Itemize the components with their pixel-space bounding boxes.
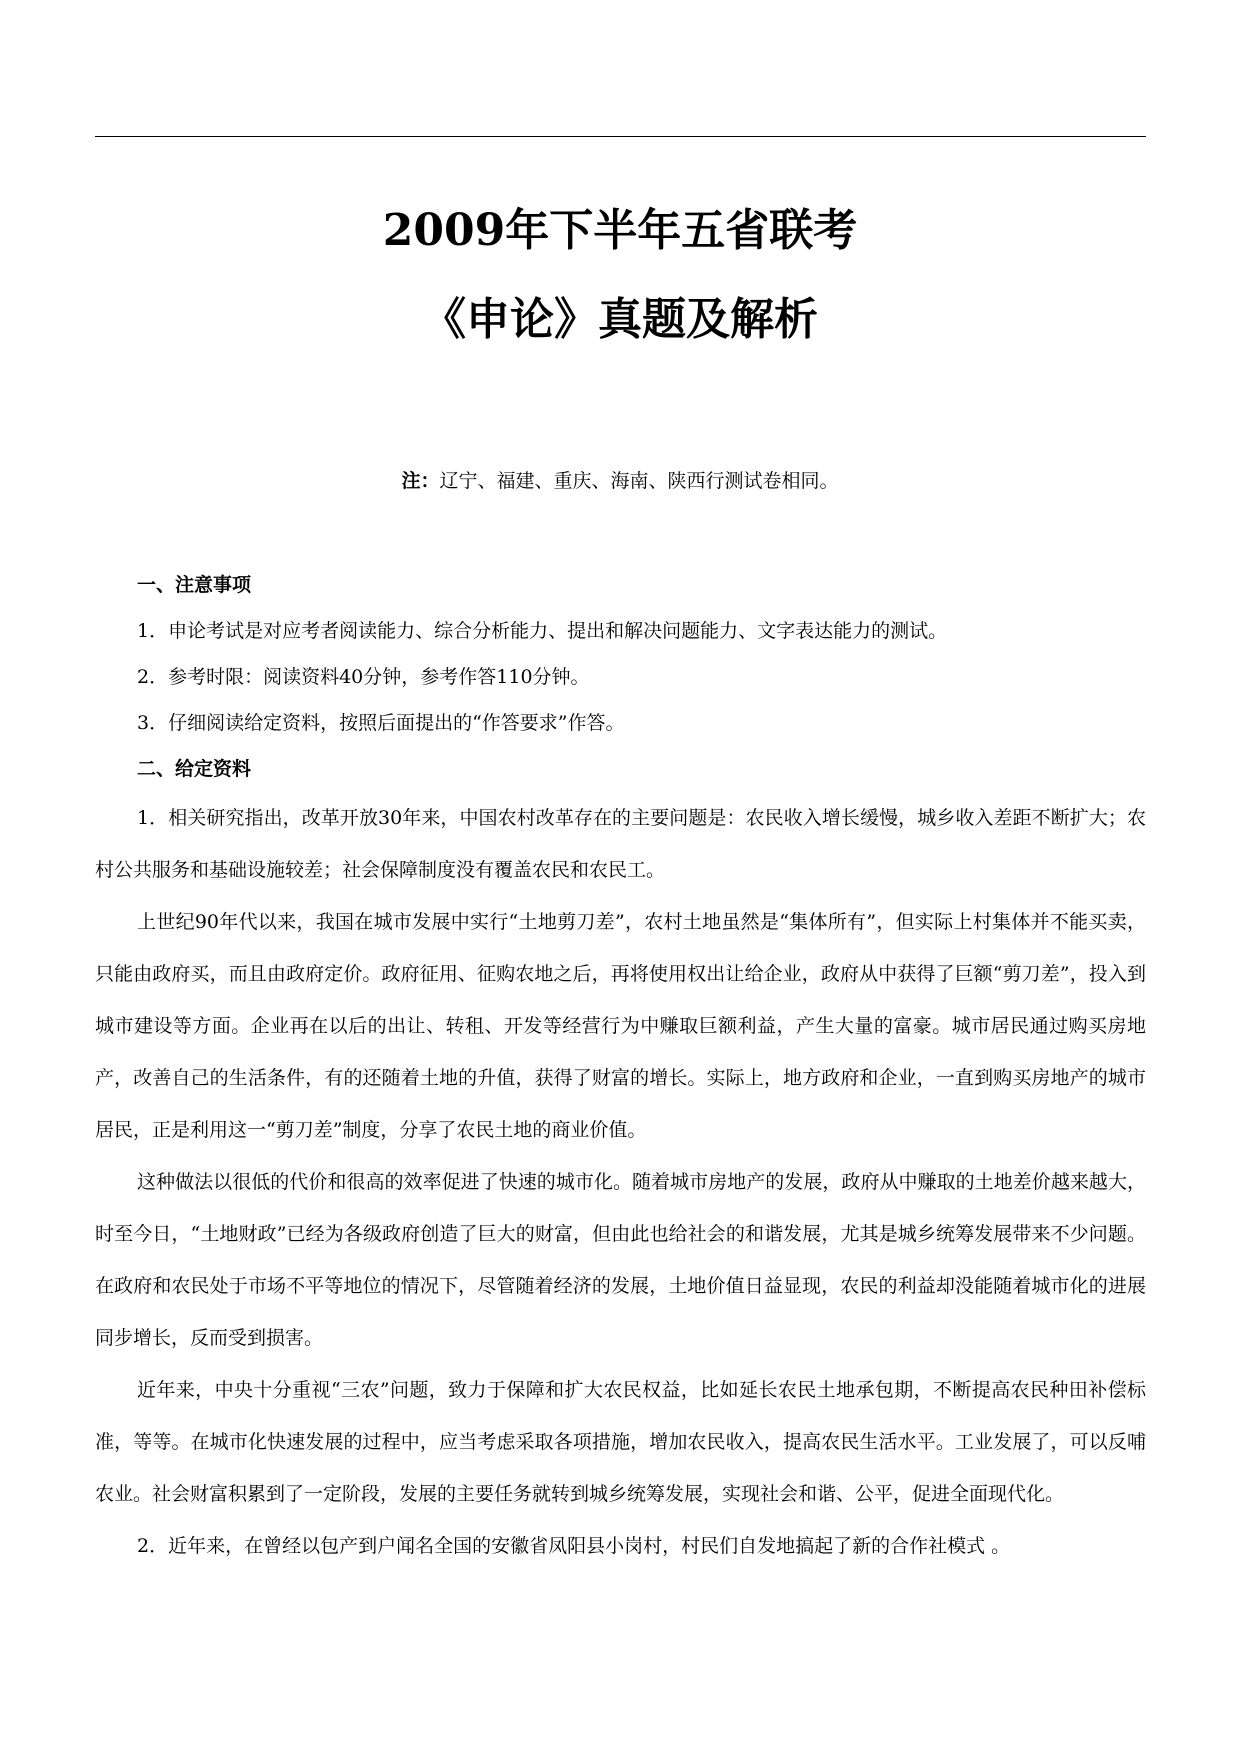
notice-item: 1．申论考试是对应考者阅读能力、综合分析能力、提出和解决问题能力、文字表达能力的测试。 bbox=[137, 620, 948, 642]
note-text: 辽宁、福建、重庆、海南、陕西行测试卷相同。 bbox=[439, 470, 839, 492]
notice-item: 3．仔细阅读给定资料，按照后面提出的“作答要求”作答。 bbox=[137, 712, 625, 734]
header-rule bbox=[95, 136, 1146, 137]
material-paragraph: 1．相关研究指出，改革开放30年来，中国农村改革存在的主要问题是：农民收入增长缓慢，城乡收入差距不断扩大；农村公共服务和基础设施较差；社会保障制度没有覆盖农民和农民工。 bbox=[95, 807, 1146, 881]
material-paragraph: 这种做法以很低的代价和很高的效率促进了快速的城市化。随着城市房地产的发展，政府从中赚取的土地差价越来越大，时至今日，“土地财政”已经为各级政府创造了巨大的财富，但由此也给社会的和谐发展，尤其是城乡统筹发展带来不少问题。在政府和农民处于市场不平等地位的情况下，尽管随着经济的发展，土地价值日益显现，农民的利益却没能随着城市化的进展同步增长，反而受到损害。 bbox=[95, 1171, 1146, 1349]
document-body bbox=[95, 562, 1146, 1572]
material-paragraph: 近年来，中央十分重视“三农”问题，致力于保障和扩大农民权益，比如延长农民土地承包期，不断提高农民种田补偿标准，等等。在城市化快速发展的过程中，应当考虑采取各项措施，增加农民收入，提高农民生活水平。工业发展了，可以反哺农业。社会财富积累到了一定阶段，发展的主要任务就转到城乡统筹发展，实现社会和谐、公平，促进全面现代化。 bbox=[95, 1379, 1146, 1505]
section-heading-notice: 一、注意事项 bbox=[137, 574, 252, 596]
document-title-line-1: 2009年下半年五省联考 bbox=[382, 205, 858, 256]
material-paragraph: 上世纪90年代以来，我国在城市发展中实行“土地剪刀差”，农村土地虽然是“集体所有”，但实际上村集体并不能买卖，只能由政府买，而且由政府定价。政府征用、征购农地之后，再将使用权出让给企业，政府从中获得了巨额“剪刀差”，投入到城市建设等方面。企业再在以后的出让、转租、开发等经营行为中赚取巨额利益，产生大量的富豪。城市居民通过购买房地产，改善自己的生活条件，有的还随着土地的升值，获得了财富的增长。实际上，地方政府和企业，一直到购买房地产的城市居民，正是利用这一“剪刀差”制度，分享了农民土地的商业价值。 bbox=[95, 911, 1146, 1141]
material-paragraph: 2．近年来，在曾经以包产到户闻名全国的安徽省凤阳县小岗村，村民们自发地搞起了新的合作社模式 。 bbox=[137, 1535, 1011, 1557]
exam-note bbox=[0, 472, 1240, 491]
notice-item: 2．参考时限：阅读资料40分钟，参考作答110分钟。 bbox=[137, 666, 590, 688]
document-title-line-2: 《申论》真题及解析 bbox=[422, 294, 818, 345]
note-label: 注： bbox=[401, 470, 440, 492]
section-heading-materials: 二、给定资料 bbox=[137, 758, 252, 780]
